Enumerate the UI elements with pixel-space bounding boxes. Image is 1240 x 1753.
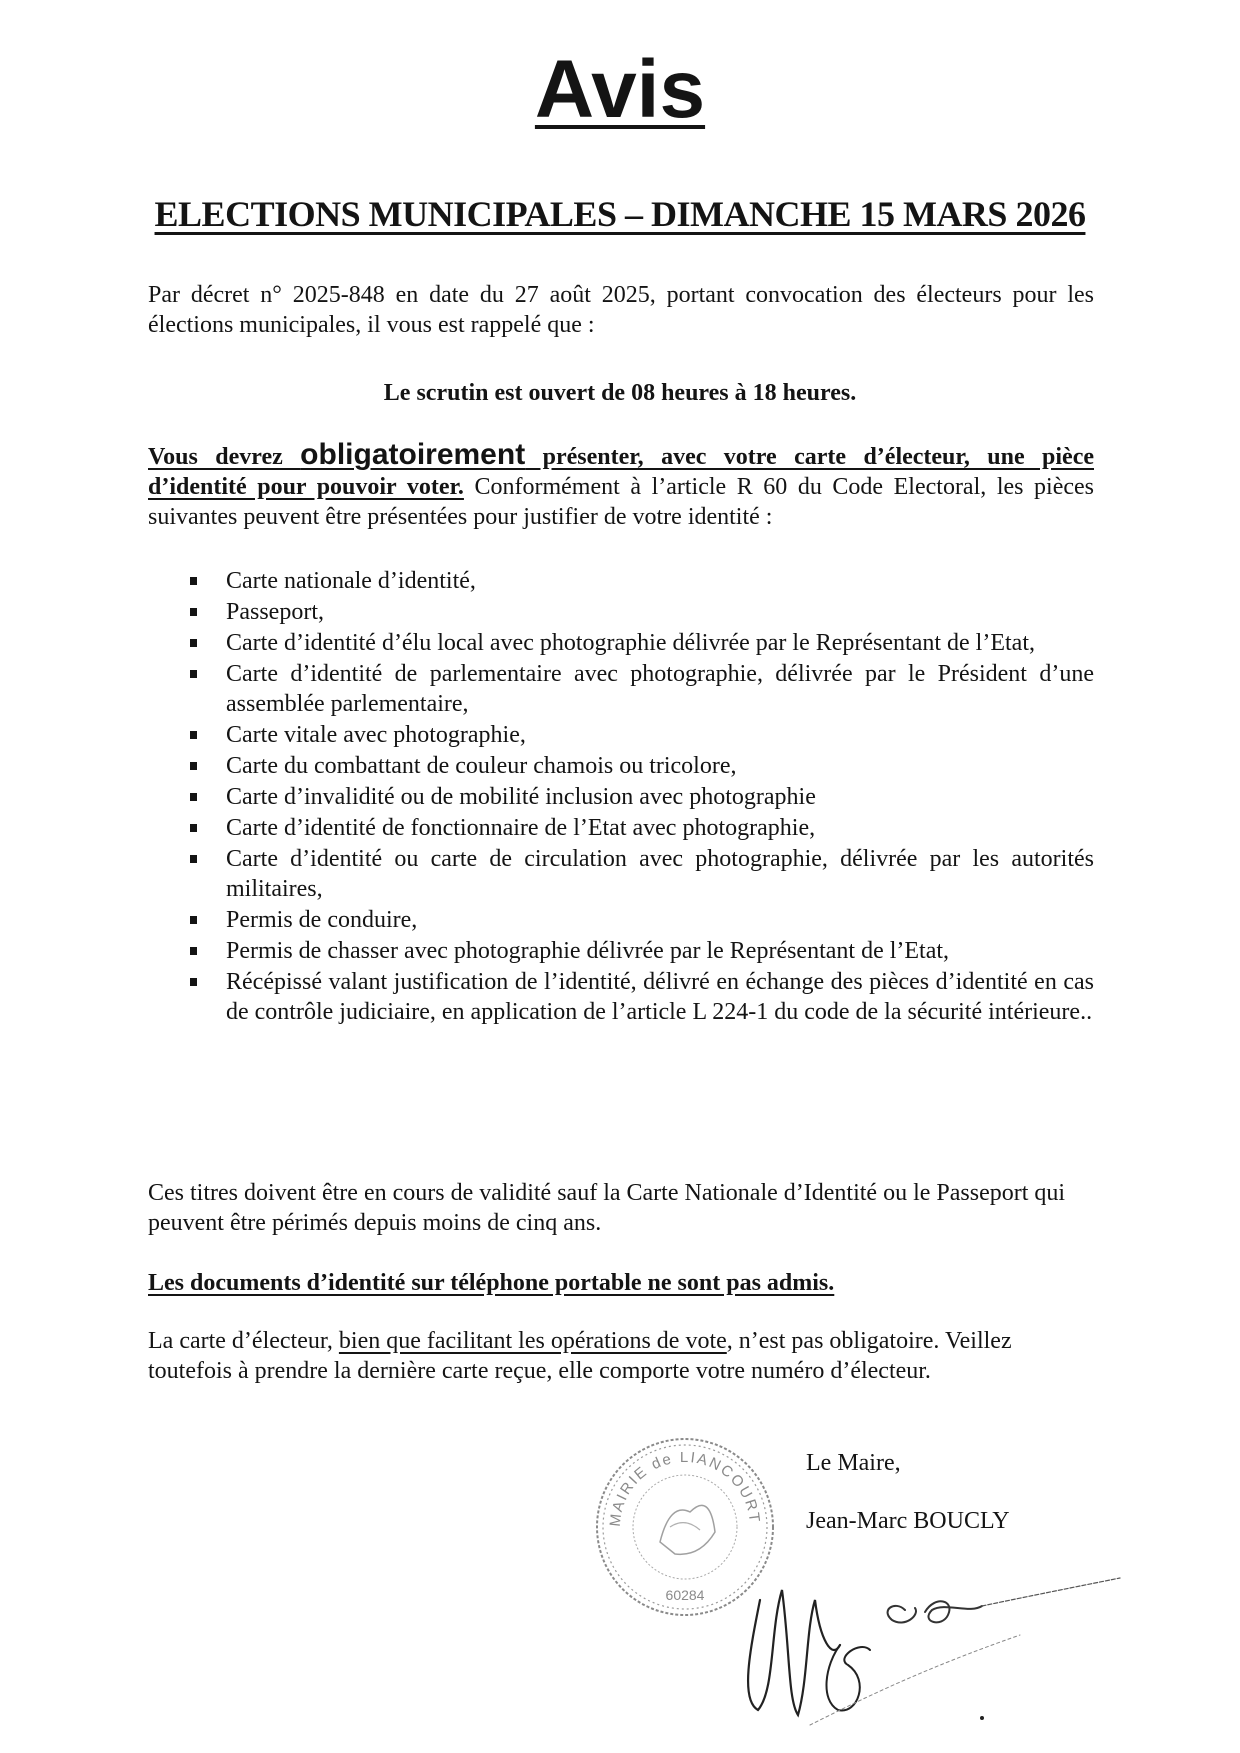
bullet-icon xyxy=(190,608,197,616)
bullet-icon xyxy=(190,762,197,770)
list-item-text: Permis de conduire, xyxy=(226,907,418,933)
list-item xyxy=(190,936,1094,966)
list-item-text: Carte d’identité d’élu local avec photographie délivrée par le Représentant de l’Etat, xyxy=(226,630,1035,656)
bullet-icon xyxy=(190,731,197,739)
bullet-icon xyxy=(190,670,197,678)
seal-number: 60284 xyxy=(665,1587,705,1603)
list-item-text: Carte du combattant de couleur chamois ou tricolore, xyxy=(226,753,737,779)
bullet-icon xyxy=(190,978,197,986)
election-subtitle xyxy=(0,192,1240,236)
list-item xyxy=(190,566,1094,596)
list-item xyxy=(190,813,1094,843)
list-item-text: Carte nationale d’identité, xyxy=(226,568,476,594)
obligation-part1: Vous devrez xyxy=(148,444,301,470)
list-item-text: Récépissé valant justification de l’identité, délivré en échange des pièces d’identité en cas de contrôle judiciaire, en application de l’article L 224-1 du code de la sécurité intérieure.. xyxy=(226,969,1094,1025)
title-text: Avis xyxy=(534,44,706,135)
obligation-part2: présenter, avec votre carte d’électeur, une pièce d’identité pour pouvoir voter. xyxy=(148,444,1094,500)
list-item xyxy=(190,597,1094,627)
list-item-text: Carte d’identité de parlementaire avec photographie, délivrée par le Président d’une assemblée parlementaire, xyxy=(226,661,1094,717)
list-item xyxy=(190,659,1094,719)
page-title xyxy=(0,40,1240,140)
bullet-icon xyxy=(190,793,197,801)
signatory-title: Le Maire, xyxy=(806,1450,901,1476)
list-item xyxy=(190,751,1094,781)
list-item xyxy=(190,905,1094,935)
voter-card-paragraph xyxy=(148,1326,1094,1386)
list-item-text: Carte d’identité de fonctionnaire de l’Etat avec photographie, xyxy=(226,815,816,841)
list-item xyxy=(190,628,1094,658)
obligation-emphasis: obligatoirement xyxy=(300,438,526,471)
list-item xyxy=(190,844,1094,904)
voter-card-part2: , n’est pas obligatoire. Veillez toutefois à prendre la dernière carte reçue, elle comporte votre numéro d’électeur. xyxy=(148,1328,1012,1384)
bullet-icon xyxy=(190,947,197,955)
svg-text:MAIRIE de LIANCOURT xyxy=(607,1449,763,1527)
voter-card-underlined: bien que facilitant les opérations de vote xyxy=(338,1328,727,1354)
opening-hours: Le scrutin est ouvert de 08 heures à 18 heures. xyxy=(383,380,857,406)
seal-text: MAIRIE de LIANCOURT xyxy=(606,1448,764,1528)
bullet-icon xyxy=(190,824,197,832)
voter-card-part1: La carte d’électeur, xyxy=(148,1328,339,1354)
list-item xyxy=(190,720,1094,750)
bullet-icon xyxy=(190,639,197,647)
list-item xyxy=(190,967,1094,1027)
list-item-text: Permis de chasser avec photographie délivrée par le Représentant de l’Etat, xyxy=(226,938,950,964)
list-item-text: Carte d’identité ou carte de circulation avec photographie, délivrée par les autorités militaires, xyxy=(226,846,1094,902)
phone-documents-warning: Les documents d’identité sur téléphone portable ne sont pas admis. xyxy=(148,1270,835,1296)
handwritten-signature xyxy=(720,1540,1140,1740)
obligation-rest: Conformément à l’article R 60 du Code Electoral, les pièces suivantes peuvent être présentées pour justifier de votre identité : xyxy=(148,474,1094,530)
list-item-text: Carte vitale avec photographie, xyxy=(226,722,526,748)
signatory-name: Jean-Marc BOUCLY xyxy=(806,1508,1010,1534)
list-item-text: Passeport, xyxy=(226,599,324,625)
bullet-icon xyxy=(190,916,197,924)
validity-paragraph: Ces titres doivent être en cours de validité sauf la Carte Nationale d’Identité ou le Passeport qui peuvent être périmés depuis moins de cinq ans. xyxy=(148,1180,1066,1236)
list-item-text: Carte d’invalidité ou de mobilité inclusion avec photographie xyxy=(226,784,816,810)
bullet-icon xyxy=(190,577,197,585)
intro-paragraph: Par décret n° 2025-848 en date du 27 août 2025, portant convocation des électeurs pour les élections municipales, il vous est rappelé que : xyxy=(148,282,1094,338)
subtitle-text: ELECTIONS MUNICIPALES – DIMANCHE 15 MARS 2026 xyxy=(154,194,1086,234)
bullet-icon xyxy=(190,855,197,863)
list-item xyxy=(190,782,1094,812)
obligation-paragraph xyxy=(148,440,1094,532)
identity-documents-list xyxy=(190,566,1094,1028)
